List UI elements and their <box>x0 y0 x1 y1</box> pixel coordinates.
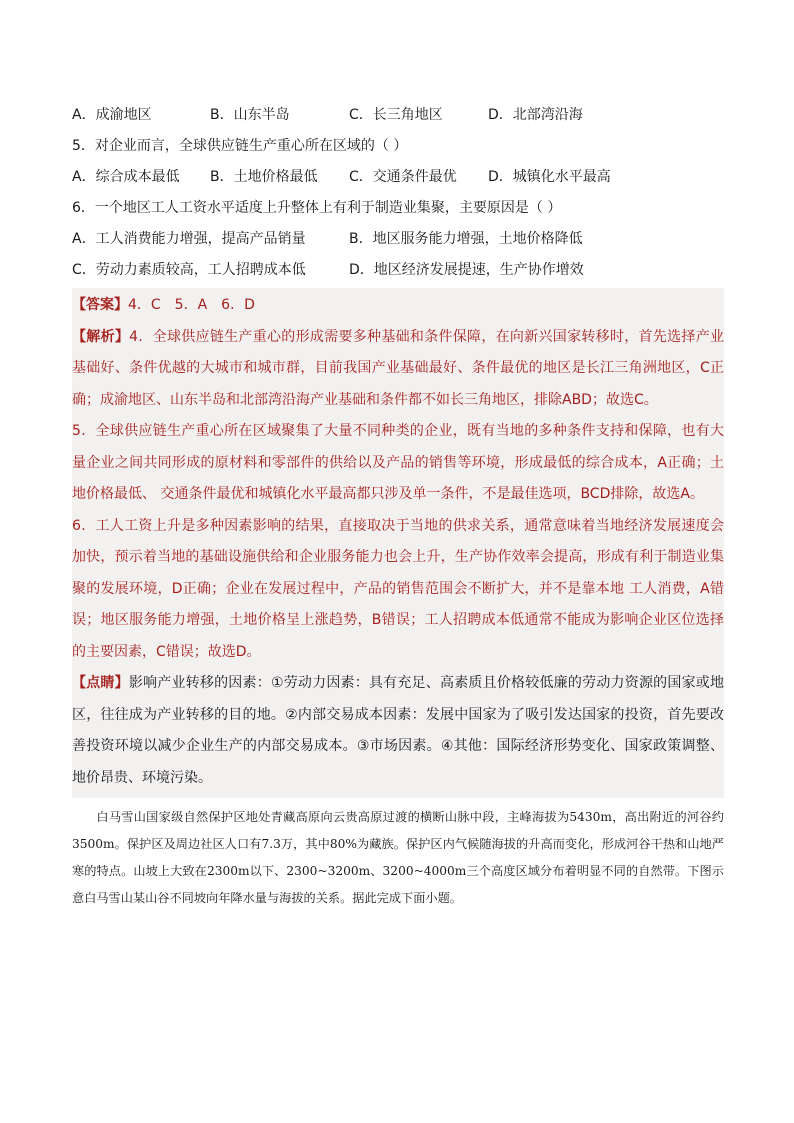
q6-option-d: D．地区经济发展提速，生产协作增效 <box>349 262 584 278</box>
q4-option-d: D．北部湾沿海 <box>488 107 583 123</box>
answer-text: 4．C 5．A 6．D <box>128 297 255 313</box>
q5-option-c: C．交通条件最优 <box>349 169 457 185</box>
dianjing-note <box>72 668 724 794</box>
analysis-q4 <box>72 322 724 417</box>
analysis-q5: 5．全球供应链生产重心所在区域聚集了大量不同种类的企业，既有当地的多种条件支持和保障，也有大量企业之间共同形成的原材料和零部件的供给以及产品的销售等环境，形成最低的综合成本，A正确；土地价格最低、 交通条件最优和城镇化水平最高都只涉及单一条件，不是最佳选项，BCD排除，故选A。 <box>72 423 724 502</box>
answer-tag: 【答案】 <box>72 297 128 313</box>
reading-passage <box>72 804 724 912</box>
q4-options-row <box>72 100 724 131</box>
analysis-q4-text: 4．全球供应链生产重心的形成需要多种基础和条件保障，在向新兴国家转移时，首先选择产业基础好、条件优越的大城市和城市群，目前我国产业基础最好、条件最优的地区是长江三角洲地区，C正确；成渝地区、山东半岛和北部湾沿海产业基础和条件都不如长三角地区，排除ABD；故选C。 <box>72 328 725 408</box>
passage-text: 白马雪山国家级自然保护区地处青藏高原向云贵高原过渡的横断山脉中段，主峰海拔为5430m，高出附近的河谷约3500m。保护区及周边社区人口有7.3万，其中80%为藏族。保护区内气候随海拔的升高而变化，形成河谷干热和山地严寒的特点。山坡上大致在2300m以下、2300~3200m、3200~4000m三个高度区域分布着明显不同的自然带。下图示意白马雪山某山谷不同坡向年降水量与海拔的关系。据此完成下面小题。 <box>72 810 724 905</box>
q4-option-b: B．山东半岛 <box>210 107 290 123</box>
q5-stem: 5．对企业而言，全球供应链生产重心所在区域的（ ） <box>72 138 408 154</box>
q5-option-a: A．综合成本最低 <box>72 169 180 185</box>
q5-option-d: D．城镇化水平最高 <box>488 169 611 185</box>
q6-option-c: C．劳动力素质较高，工人招聘成本低 <box>72 262 306 278</box>
dianjing-tag: 【点睛】 <box>72 675 129 691</box>
answer-analysis-box <box>72 288 724 798</box>
q6-option-b: B．地区服务能力增强，土地价格降低 <box>349 231 583 247</box>
q6-options-row-1 <box>72 224 724 255</box>
analysis-tag: 【解析】 <box>72 328 130 345</box>
q4-option-c: C．长三角地区 <box>349 107 443 123</box>
q6-option-a: A．工人消费能力增强，提高产品销量 <box>72 231 306 247</box>
dianjing-text: 影响产业转移的因素：①劳动力因素：具有充足、高素质且价格较低廉的劳动力资源的国家或地区，往往成为产业转移的目的地。②内部交易成本因素：发展中国家为了吸引发达国家的投资，首先要改善投资环境以减少企业生产的内部交易成本。③市场因素。④其他：国际经济形势变化、国家政策调整、地价昂贵、环境污染。 <box>72 675 724 786</box>
exam-page <box>72 100 724 912</box>
q5-options-row <box>72 162 724 193</box>
q6-options-row-2 <box>72 255 724 286</box>
q4-option-a: A．成渝地区 <box>72 107 152 123</box>
analysis-q6: 6．工人工资上升是多种因素影响的结果，直接取决于当地的供求关系，通常意味着当地经济发展速度会加快，预示着当地的基础设施供给和企业服务能力也会上升，生产协作效率会提高，形成有利于制造业集聚的发展环境，D正确；企业在发展过程中，产品的销售范围会不断扩大，并不是靠本地 工人消费，A错误；地区服务能力增强，土地价格呈上涨趋势，B错误；工人招聘成本低通常不能成为影响企业区位选择的主要因素，C错误；故选D。 <box>72 517 724 660</box>
q5-option-b: B．土地价格最低 <box>210 169 318 185</box>
answer-line <box>72 290 724 322</box>
q6-stem: 6．一个地区工人工资水平适度上升整体上有利于制造业集聚，主要原因是（ ） <box>72 200 562 216</box>
